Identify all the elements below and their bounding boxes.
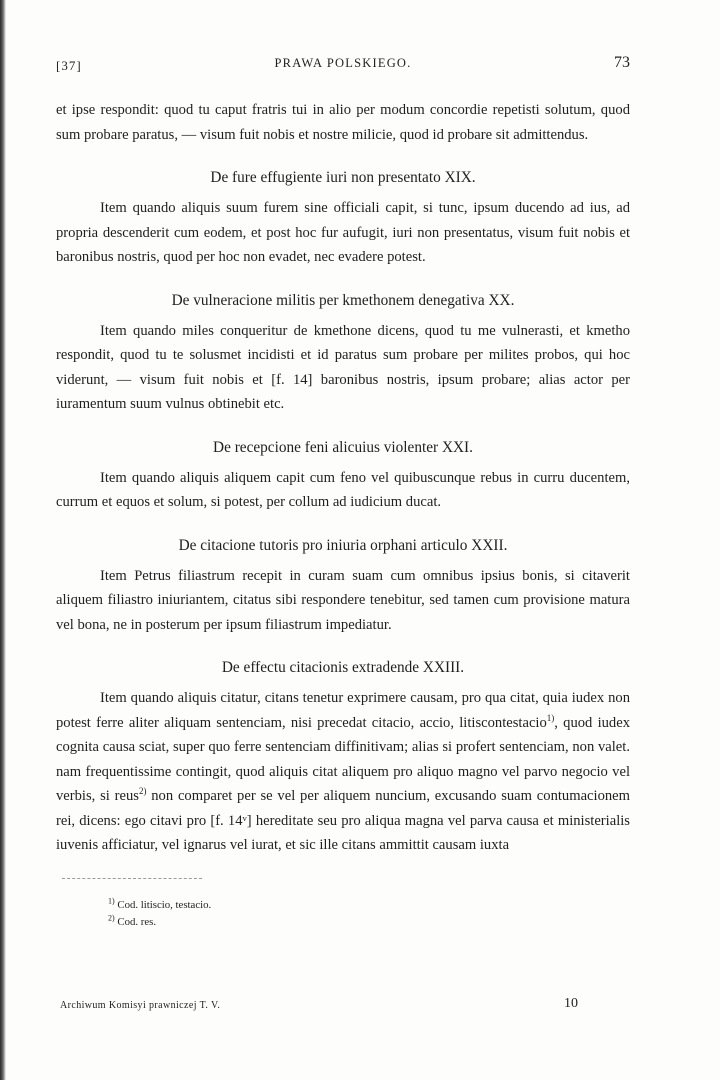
section-text-xxi: Item quando aliquis aliquem capit cum feno vel quibuscunque rebus in curru ducentem, currum et equos et solum, si potest, per collum ad iudicium ducat. [56, 469, 630, 510]
section-heading-xix: De fure effugiente iuri non presentato XIX. [210, 169, 476, 186]
footnote-ref-1: 1) [546, 712, 555, 723]
footnote-ref-2: 2) [138, 786, 147, 797]
folio-marker: [f. 14ᵛ] [210, 812, 252, 829]
book-spine-shadow [0, 0, 6, 1080]
section-text-xxiii-a: Item quando aliquis citatur, citans tenetur exprimere causam, pro qua citat, quia iudex non potest ferre aliter aliquam sentenciam, nisi precedat citacio, accio, litiscontestacio [56, 690, 630, 731]
footnote-mark: 2) [108, 913, 115, 923]
section-text-xx [56, 319, 630, 417]
section-heading-xxii: De citacione tutoris pro iniuria orphani articulo XXII. [178, 536, 508, 554]
header-title: PRAWA POLSKIEGO. [274, 56, 412, 70]
footnotes [108, 897, 630, 932]
section-text-xxiii [56, 686, 630, 858]
footnote-item [108, 914, 630, 932]
intro-paragraph: et ipse respondit: quod tu caput fratris tui in alio per modum concordie repetisti solutum, quod sum probare paratus, — visum fuit nobis et nostre milicie, quod id probare sit admittendus. [56, 102, 630, 143]
imprint-line: Archiwum Komisyi prawniczej T. V. [60, 1000, 221, 1011]
footnote-item [108, 897, 630, 915]
section-text-xxii: Item Petrus filiastrum recepit in curam suam cum omnibus ipsius bonis, si citaverit aliquem filiastro iniuriantem, citatus sibi respondere tenebitur, sed tamen cum provisione matura vel bona, ne in posterum per ipsum filiastrum impediatur. [56, 567, 630, 633]
section-heading-xxi: De recepcione feni alicuius violenter XXI. [213, 438, 473, 456]
section-heading-xxiii: De effectu citacionis extradende XXIII. [221, 659, 465, 676]
footnote-text: Cod. litiscio, testacio. [117, 898, 212, 911]
footnote-mark: 1) [108, 895, 115, 905]
footnote-divider [62, 878, 202, 879]
sheet-number: 10 [564, 996, 578, 1011]
page [56, 54, 630, 932]
section-heading-xx: De vulneracione militis per kmethonem denegativa XX. [171, 291, 515, 309]
section-text-xx-a: Item quando miles conqueritur de kmethone dicens, quod tu me vulnerasti, et kmetho respondit, quod tu te solusmet incidisti et id paratus sum probare per milites probos, qui hoc viderunt, — visum fuit nobis et [56, 322, 630, 388]
running-head [56, 54, 630, 78]
section-text-xix: Item quando aliquis suum furem sine officiali capit, si tunc, ipsum ducendo ad ius, ad propria descenderit cum eodem, et post hoc fur aufugit, iuri non presentatus, visum fuit nobis et baronibus nostris, quod per hoc non evadet, nec evadere potest. [56, 200, 630, 265]
footnote-text: Cod. res. [117, 916, 157, 928]
folio-marker: [f. 14] [271, 371, 313, 388]
header-bracket-number: [37] [56, 58, 82, 73]
section-text-xxiii-b: , quod iudex cognita causa sciat, super quo ferre sentenciam diffinitivam; alias si profert sentenciam, non valet. nam frequentissime contingit, quod aliquis citat aliquem pro aliquo magno vel parvo negocio vel verbis, si reus [56, 714, 631, 804]
section-text-xxiii-d: hereditate seu pro aliqua magna vel parva causa et ministerialis iuvenis afficiatur, vel ignarus vel iurat, et sic ille citans ammittit causam iuxta [56, 812, 630, 853]
body-text [56, 98, 630, 858]
section-text-xx-b: baronibus nostris, ipsum probare; alias actor per iuramentum suum vulnus obtinebit etc. [56, 371, 630, 412]
page-number: 73 [614, 54, 630, 71]
section-text-xxiii-c: non comparet per se vel per aliquem nuncium, excusando suam contumacionem rei, dicens: ego citavi pro [56, 788, 630, 829]
